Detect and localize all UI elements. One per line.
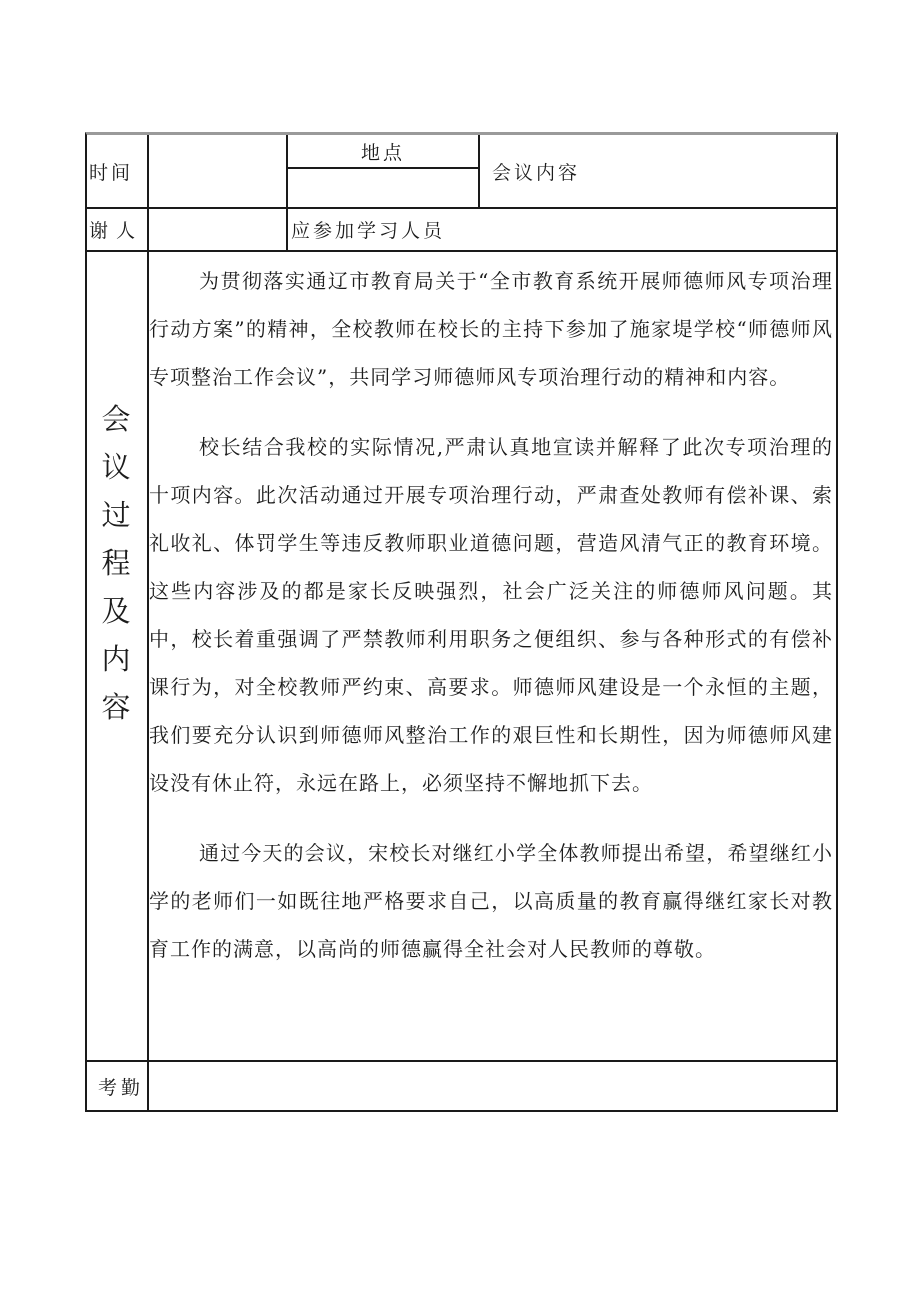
paragraph: 通过今天的会议，宋校长对继红小学全体教师提出希望，希望继红小学的老师们一如既往地严格要求自己，以高质量的教育赢得继红家长对教育工作的满意，以高尚的师德赢得全社会对人民教师的尊敬。 (149, 841, 833, 961)
meeting-content-label: 会议内容 (492, 161, 581, 184)
meeting-record-table (85, 132, 838, 1112)
attendance-label: 考勤 (98, 1077, 145, 1099)
time-label-cell (87, 135, 149, 209)
participants-label: 应参加学习人员 (291, 220, 446, 242)
time-label: 时间 (89, 161, 134, 184)
process-label-line: 过程 (101, 498, 133, 580)
paragraph: 校长结合我校的实际情况,严肃认真地宣读并解释了此次专项治理的十项内容。此次活动通过开展专项治理行动，严肃查处教师有偿补课、索礼收礼、体罚学生等违反教师职业道德问题，营造风清气正的教育环境。这些内容涉及的都是家长反映强烈，社会广泛关注的师德师风问题。其中，校长着重强调了严禁教师利用职务之便组织、参与各种形式的有偿补课行为，对全校教师严约束、高要求。师德师风建设是一个永恒的主题，我们要充分认识到师德师风整治工作的艰巨性和长期性，因为师德师风建设没有休止符，永远在路上，必须坚持不懈地抓下去。 (149, 435, 833, 795)
host-label: 谢人 (89, 220, 144, 242)
process-label-line: 会议 (101, 402, 133, 484)
process-label-line: 容 (101, 690, 133, 724)
process-content-cell (149, 252, 836, 1062)
attendance-value-cell (149, 1062, 836, 1111)
time-value-cell (149, 135, 288, 209)
place-label: 地点 (360, 141, 405, 164)
place-label-cell (288, 135, 480, 169)
place-value-cell (288, 169, 480, 209)
host-value-cell (149, 209, 288, 252)
participants-label-cell (288, 209, 836, 252)
paragraph: 为贯彻落实通辽市教育局关于“全市教育系统开展师德师风专项治理行动方案”的精神，全校教师在校长的主持下参加了施家堤学校“师德师风专项整治工作会议”，共同学习师德师风专项治理行动的精神和内容。 (149, 269, 833, 389)
meeting-content-label-cell (480, 135, 836, 209)
process-label-cell (87, 252, 149, 1062)
attendance-label-cell (87, 1062, 149, 1111)
process-label-line: 及内 (101, 594, 133, 676)
host-label-cell (87, 209, 149, 252)
